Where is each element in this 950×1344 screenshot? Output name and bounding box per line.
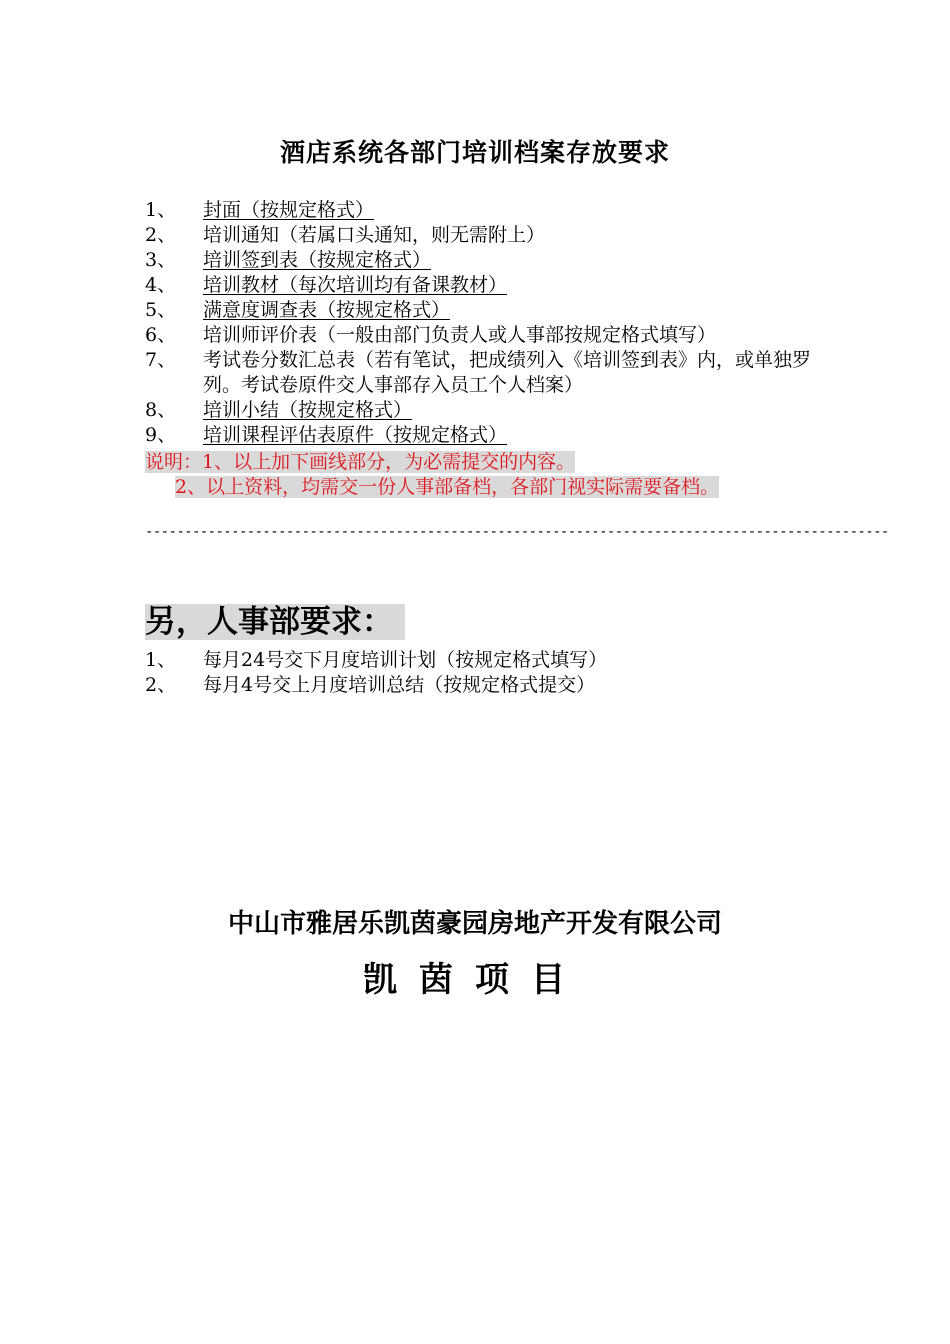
item-number: 4、: [145, 274, 177, 296]
item-number: 2、: [145, 224, 177, 246]
list-item: [145, 198, 825, 223]
item-text: 培训通知（若属口头通知，则无需附上）: [203, 224, 546, 246]
item-number: 7、: [145, 349, 177, 371]
list-item: [145, 248, 825, 273]
item-number: 5、: [145, 299, 177, 321]
item-number: 1、: [145, 649, 177, 671]
item-text: 培训课程评估表原件（按规定格式）: [203, 424, 508, 446]
item-text: 培训小结（按规定格式）: [203, 399, 413, 421]
note-block: [145, 450, 719, 500]
list-item: [145, 348, 825, 398]
item-number: 8、: [145, 399, 177, 421]
item-number: 3、: [145, 249, 177, 271]
company-name: 中山市雅居乐凯茵豪园房地产开发有限公司: [227, 909, 722, 939]
list-item: [145, 298, 825, 323]
item-number: 1、: [145, 199, 177, 221]
item-text: 考试卷分数汇总表（若有笔试，把成绩列入《培训签到表》内，或单独罗列。考试卷原件交人事部存入员工个人档案）: [203, 349, 812, 396]
note-line-1: 说明：1、以上加下画线部分，为必需提交的内容。: [145, 451, 576, 473]
list-item: [145, 273, 825, 298]
requirements-list: [145, 198, 825, 448]
list-item: [145, 398, 825, 423]
item-text: 培训教材（每次培训均有备课教材）: [203, 274, 508, 296]
list-item: [145, 223, 825, 248]
item-text: 满意度调查表（按规定格式）: [203, 299, 451, 321]
item-number: 2、: [145, 674, 177, 696]
dashed-divider: -----------------------------------------------------------------------------------------------: [145, 524, 889, 540]
item-text: 封面（按规定格式）: [203, 199, 375, 221]
list-item: [145, 323, 825, 348]
item-text: 培训师评价表（一般由部门负责人或人事部按规定格式填写）: [203, 324, 717, 346]
note-line-2: 2、以上资料，均需交一份人事部备档，各部门视实际需要备档。: [175, 476, 720, 498]
item-number: 6、: [145, 324, 177, 346]
hr-requirements-list: [145, 648, 825, 698]
project-name: 凯茵项目: [363, 960, 587, 1000]
document-title: 酒店系统各部门培训档案存放要求: [279, 138, 670, 167]
list-item: [145, 423, 825, 448]
item-text: 每月4号交上月度培训总结（按规定格式提交）: [203, 674, 596, 696]
item-text: 每月24号交下月度培训计划（按规定格式填写）: [203, 649, 608, 671]
list-item: [145, 673, 825, 698]
list-item: [145, 648, 825, 673]
hr-section-heading: 另，人事部要求：: [145, 604, 405, 640]
item-text: 培训签到表（按规定格式）: [203, 249, 432, 271]
item-number: 9、: [145, 424, 177, 446]
